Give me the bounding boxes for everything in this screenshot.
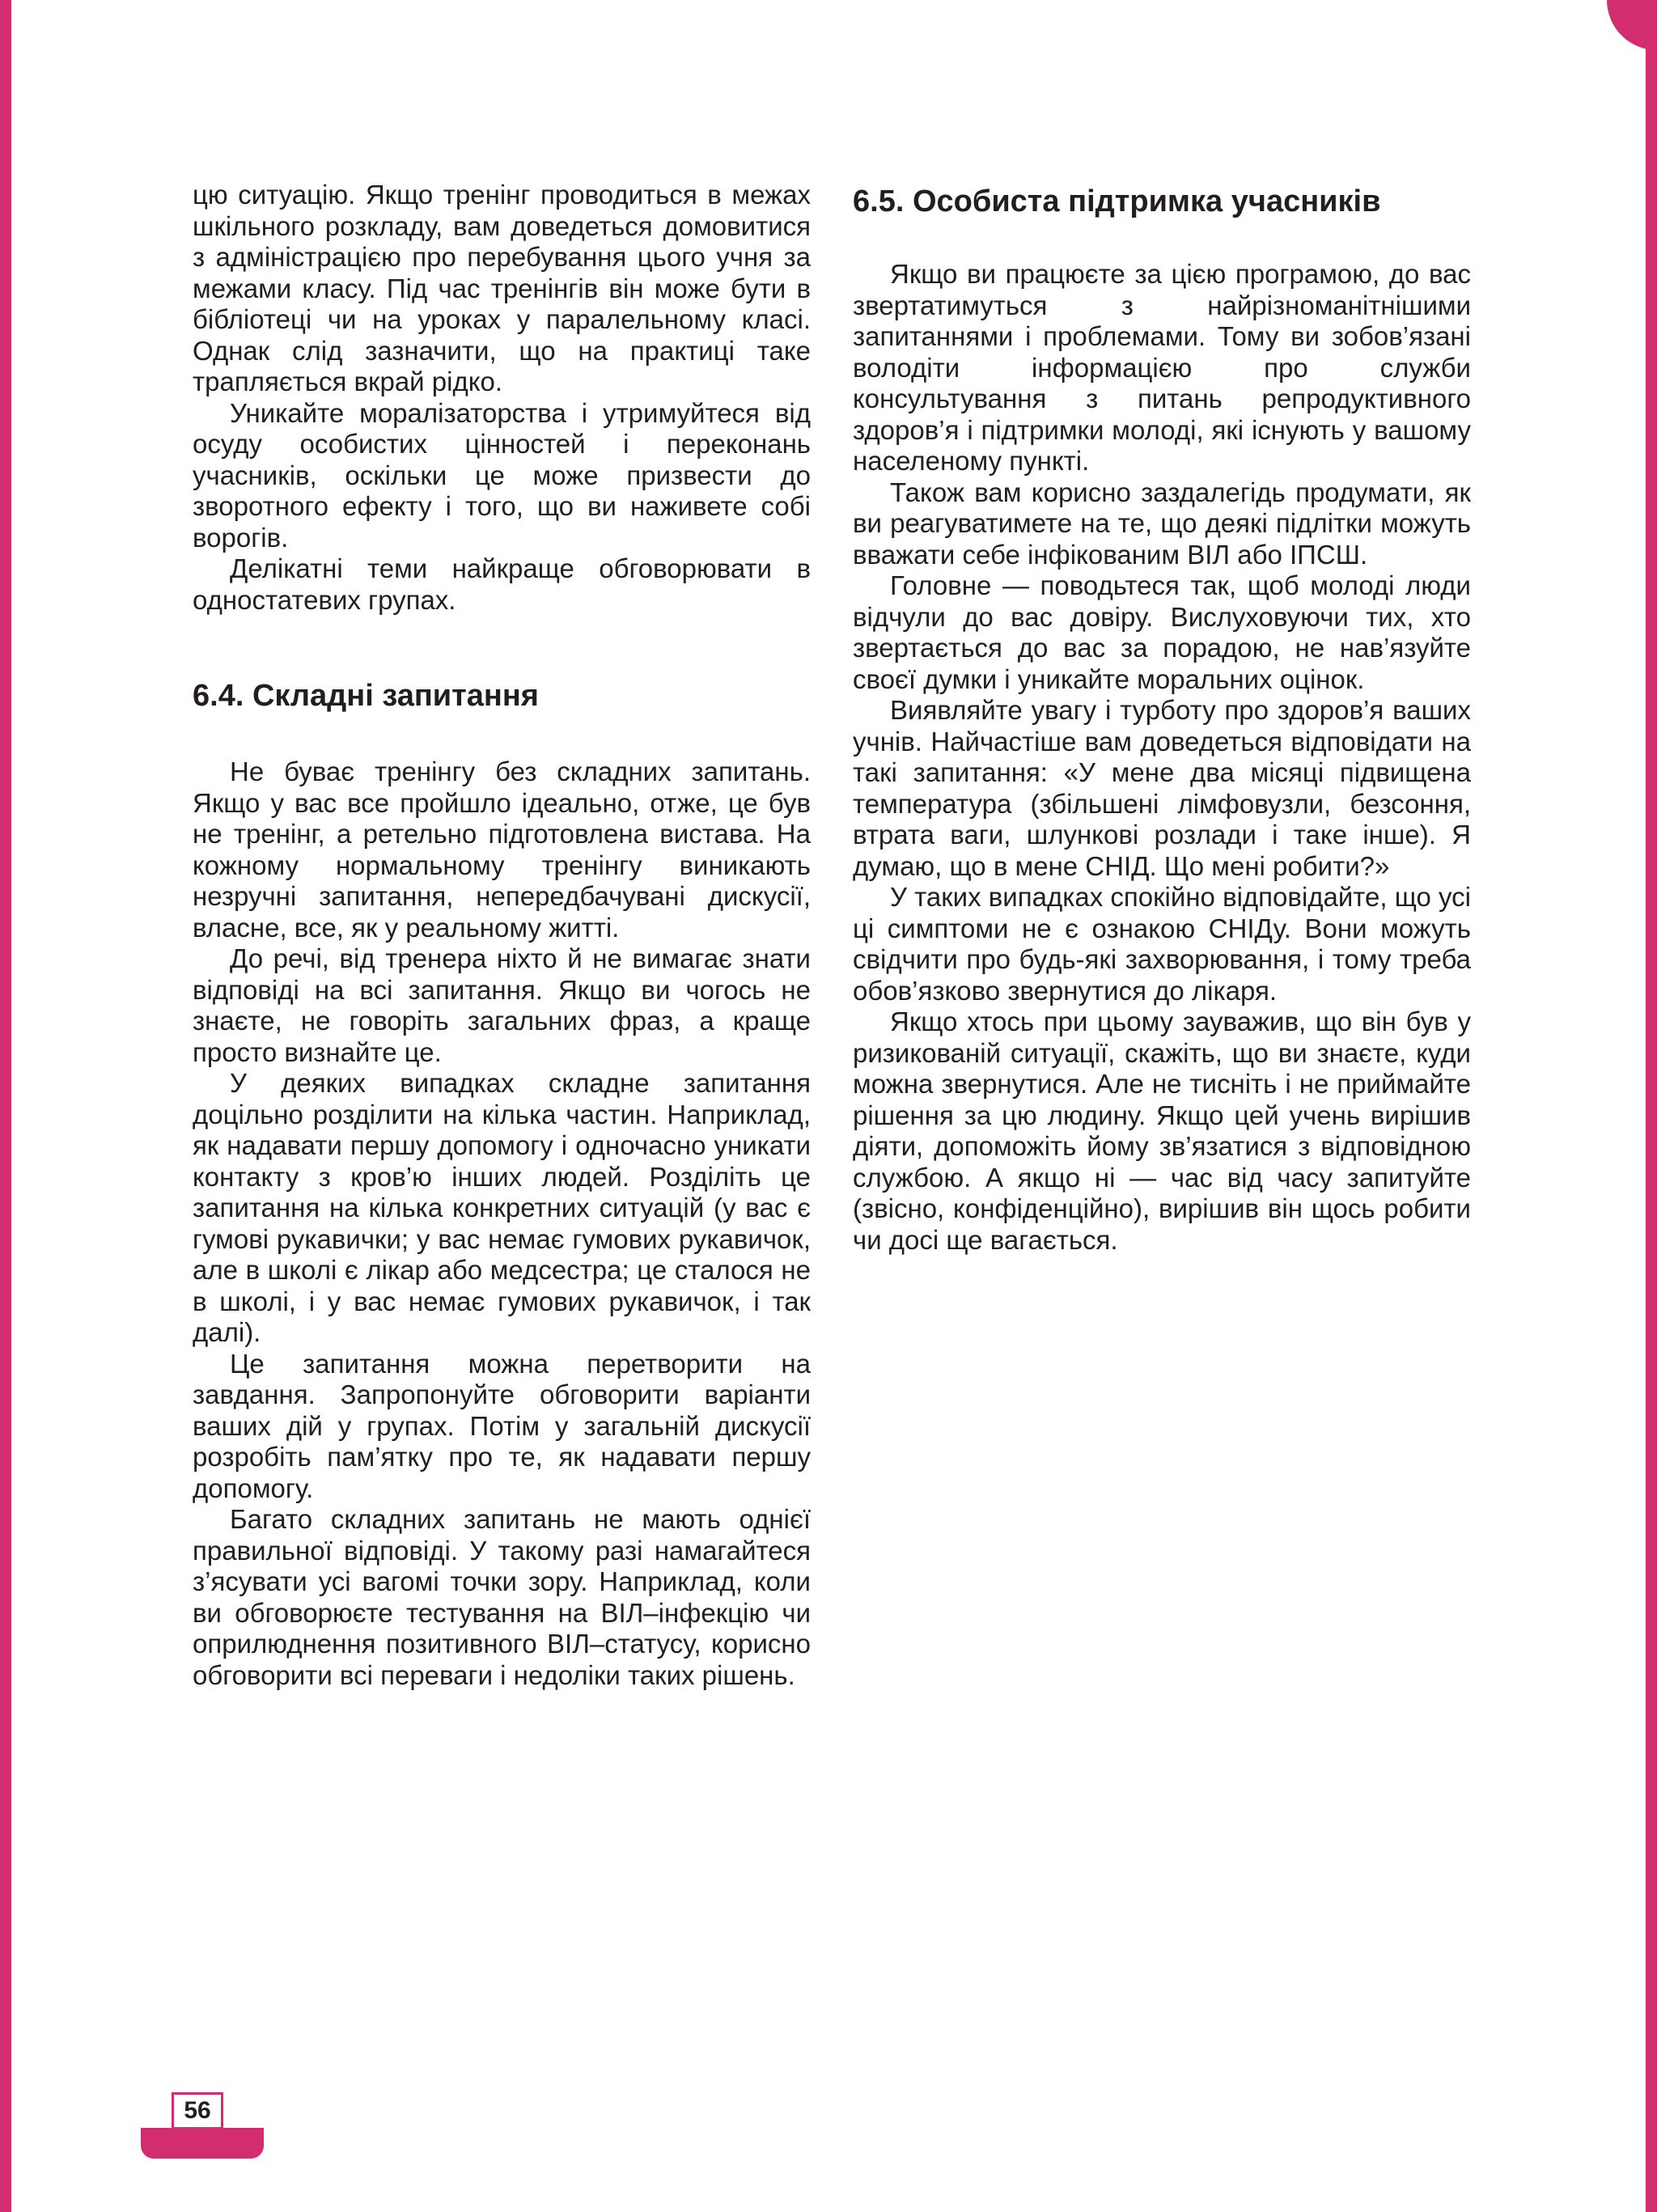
section-heading-6-5: 6.5. Особиста підтримка учасників bbox=[853, 184, 1381, 218]
body-paragraph: цю ситуацію. Якщо тренінг проводиться в межах шкільного розкладу, вам доведеться домовитися з адміністрацією про перебування цього учня за межами класу. Під час тренінгів він може бути в бібліотеці чи на уроках у паралельному класі. Однак слід зазначити, що на практиці таке трапляється вкрай рідко. bbox=[193, 180, 811, 396]
left-column bbox=[193, 180, 811, 1691]
body-paragraph: Головне — поводьтеся так, щоб молоді люди відчули до вас довіру. Вислуховуючи тих, хто звертається до вас за порадою, не нав’язуйте своєї думки і уникайте моральних оцінок. bbox=[853, 570, 1471, 694]
body-paragraph: До речі, від тренера ніхто й не вимагає знати відповіді на всі запитання. Якщо ви чогось не знаєте, не говоріть загальних фраз, а краще просто визнайте це. bbox=[193, 943, 811, 1067]
right-edge-accent-bar bbox=[1646, 0, 1657, 2212]
page-number-box bbox=[172, 2092, 223, 2129]
body-paragraph: У таких випадках спокійно відповідайте, що усі ці симптоми не є ознакою СНІДу. Вони можуть свідчити про будь-які захворювання, і тому треба обов’язково звернутися до лікаря. bbox=[853, 882, 1472, 1006]
body-paragraph: Уникайте моралізаторства і утримуйтеся від осуду особистих цінностей і переконань учасників, оскільки це може призвести до зворотного ефекту і того, що ви наживете собі ворогів. bbox=[193, 397, 811, 553]
body-paragraph: Якщо ви працюєте за цією програмою, до вас звертатимуться з найрізноманітнішими запитаннями і проблемами. Тому ви зобов’язані володіти інформацією про служби консультування з питань репродуктивного здоров’я і підтримки молоді, які існують у вашому населеному пункті. bbox=[853, 259, 1471, 476]
body-paragraph: Також вам корисно заздалегідь продумати, як ви реагуватимете на те, що деякі підлітки можуть вважати себе інфікованим ВІЛ або ІПСШ. bbox=[853, 477, 1471, 570]
right-column bbox=[853, 180, 1471, 1691]
left-edge-accent-bar bbox=[0, 0, 11, 2212]
body-paragraph: У деяких випадках складне запитання доцільно розділити на кілька частин. Наприклад, як надавати першу допомогу і одночасно уникати контакту з кров’ю інших людей. Розділіть це запитання на кілька конкретних ситуацій (у вас є гумові рукавички; у вас немає гумових рукавичок, але в школі є лікар або медсестра; це сталося не в школі, і у вас немає гумових рукавичок, і так далі). bbox=[193, 1068, 811, 1347]
page-tab-accent bbox=[141, 2128, 264, 2159]
body-paragraph: Не буває тренінгу без складних запитань. Якщо у вас все пройшло ідеально, отже, це був не тренінг, а ретельно підготовлена вистава. На кожному нормальному тренінгу виникають незручні запитання, непередбачувані дискусії, власне, все, як у реальному житті. bbox=[193, 756, 811, 943]
body-paragraph: Багато складних запитань не мають однієї правильної відповіді. У такому разі намагайтеся з’ясувати усі вагомі точки зору. Наприклад, коли ви обговорюєте тестування на ВІЛ–інфекцію чи оприлюднення позитивного ВІЛ–статусу, корисно обговорити всі переваги і недоліки таких рішень. bbox=[193, 1504, 811, 1690]
body-paragraph: Це запитання можна перетворити на завдання. Запропонуйте обговорити варіанти ваших дій у групах. Потім у загальній дискусії розробіть пам’ятку про те, як надавати першу допомогу. bbox=[193, 1348, 811, 1503]
body-paragraph: Якщо хтось при цьому зауважив, що він був у ризикованій ситуації, скажіть, що ви знаєте, куди можна звернутися. Але не тисніть і не приймайте рішення за цю людину. Якщо цей учень вирішив діяти, допоможіть йому зв’язатися з відповідною службою. А якщо ні — час від часу запитуйте (звісно, конфіденційно), вирішив він щось робити чи досі ще вагається. bbox=[853, 1006, 1471, 1255]
body-paragraph: Виявляйте увагу і турботу про здоров’я ваших учнів. Найчастіше вам доведеться відповідати на такі запитання: «У мене два місяці підвищена температура (збільшені лімфовузли, безсоння, втрата ваги, шлункові розлади і таке інше). Я думаю, що в мене СНІД. Що мені робити?» bbox=[853, 695, 1471, 881]
body-paragraph: Делікатні теми найкраще обговорювати в одностатевих групах. bbox=[193, 553, 811, 615]
top-right-corner-accent bbox=[1607, 0, 1657, 50]
section-heading-6-4: 6.4. Складні запитання bbox=[193, 679, 539, 713]
page-number: 56 bbox=[184, 2097, 211, 2124]
page-content bbox=[193, 180, 1471, 1691]
